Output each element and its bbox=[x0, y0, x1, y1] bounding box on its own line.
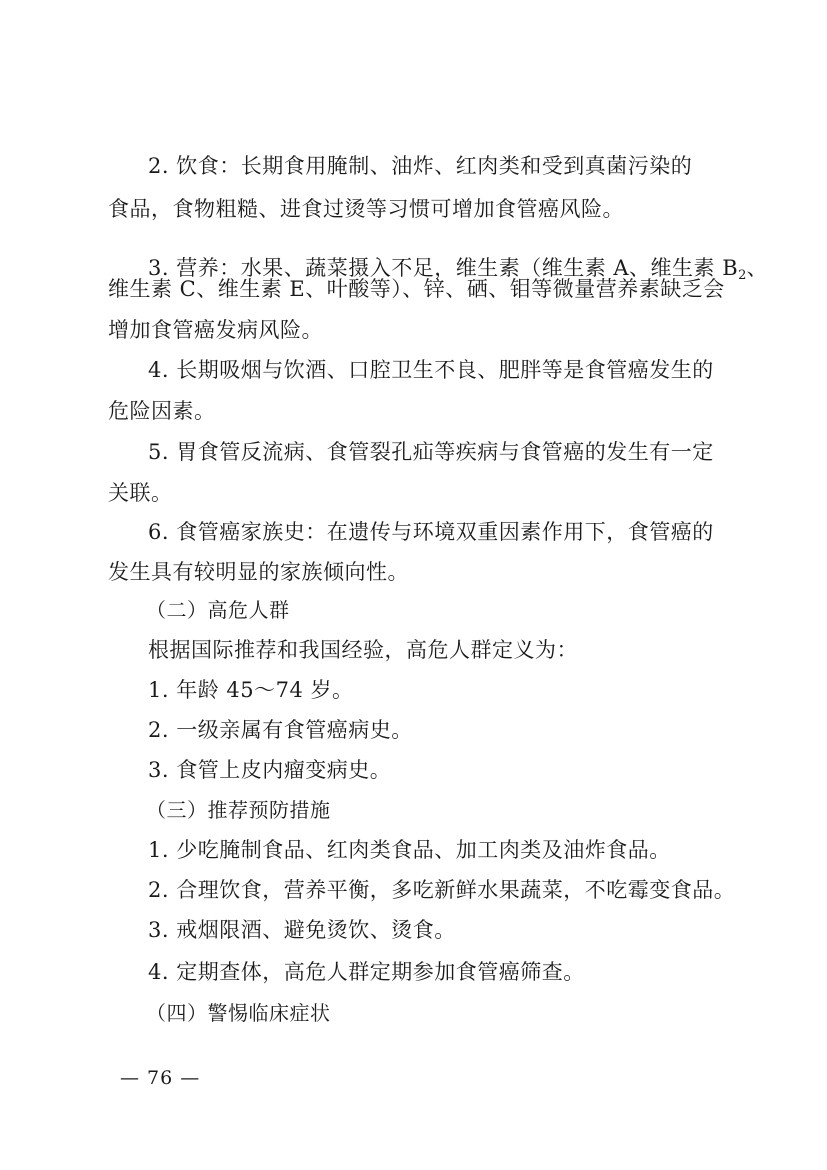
paragraph-smoking-line-2: 危险因素。 bbox=[108, 399, 216, 423]
prevention-item-2: 2. 合理饮食，营养平衡，多吃新鲜水果蔬菜，不吃霉变食品。 bbox=[148, 878, 736, 902]
paragraph-diet-line-1: 2. 饮食：长期食用腌制、油炸、红肉类和受到真菌污染的 bbox=[148, 154, 693, 178]
paragraph-reflux-line-1: 5. 胃食管反流病、食管裂孔疝等疾病与食管癌的发生有一定 bbox=[148, 440, 714, 464]
high-risk-item-1: 1. 年龄 45～74 岁。 bbox=[148, 678, 354, 702]
prevention-item-4: 4. 定期查体，高危人群定期参加食管癌筛查。 bbox=[148, 960, 585, 984]
prevention-item-3: 3. 戒烟限酒、避免烫饮、烫食。 bbox=[148, 918, 456, 942]
paragraph-nutrition-line-2: 维生素 C、维生素 E、叶酸等）、锌、硒、钼等微量营养素缺乏会 bbox=[108, 277, 725, 301]
nutrition-text-b: 、 bbox=[746, 256, 768, 280]
paragraph-smoking-line-1: 4. 长期吸烟与饮酒、口腔卫生不良、肥胖等是食管癌发生的 bbox=[148, 358, 714, 382]
page-number: — 76 — bbox=[120, 1067, 201, 1089]
high-risk-intro: 根据国际推荐和我国经验，高危人群定义为： bbox=[148, 638, 578, 662]
paragraph-family-line-1: 6. 食管癌家族史：在遗传与环境双重因素作用下，食管癌的 bbox=[148, 520, 714, 544]
paragraph-family-line-2: 发生具有较明显的家族倾向性。 bbox=[108, 560, 409, 584]
section-heading-symptoms: （四）警惕临床症状 bbox=[146, 1001, 331, 1025]
section-heading-high-risk: （二）高危人群 bbox=[146, 598, 290, 622]
high-risk-item-2: 2. 一级亲属有食管癌病史。 bbox=[148, 718, 413, 742]
section-heading-prevention: （三）推荐预防措施 bbox=[146, 798, 331, 822]
high-risk-item-3: 3. 食管上皮内瘤变病史。 bbox=[148, 758, 392, 782]
nutrition-text-a: 3. 营养：水果、蔬菜摄入不足，维生素（维生素 A、维生素 B bbox=[148, 256, 739, 280]
prevention-item-1: 1. 少吃腌制食品、红肉类食品、加工肉类及油炸食品。 bbox=[148, 838, 671, 862]
paragraph-diet-line-2: 食品，食物粗糙、进食过烫等习惯可增加食管癌风险。 bbox=[108, 197, 624, 221]
paragraph-nutrition-line-3: 增加食管癌发病风险。 bbox=[108, 318, 323, 342]
vitamin-b-subscript: 2 bbox=[738, 268, 747, 283]
paragraph-reflux-line-2: 关联。 bbox=[108, 481, 173, 505]
